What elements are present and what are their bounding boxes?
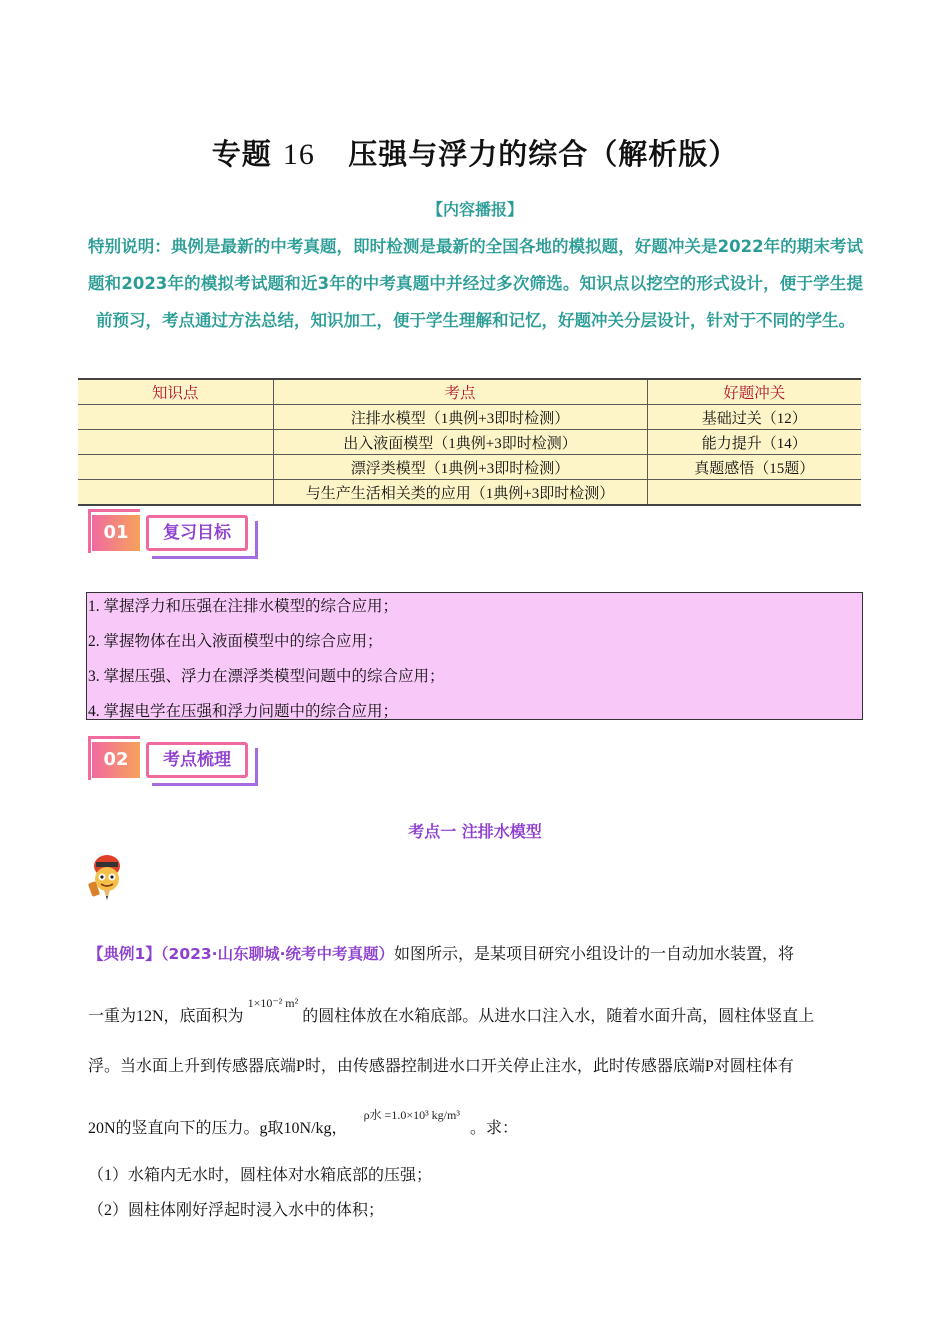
section-badge-review-goals bbox=[88, 509, 268, 565]
content-broadcast-heading: 【内容播报】 bbox=[426, 200, 523, 219]
header-practice: 好题冲关 bbox=[647, 379, 861, 405]
example-line-3: 浮。当水面上升到传感器底端P时，由传感器控制进水口开关停止注水，此时传感器底端P对圆柱体有 bbox=[88, 1058, 794, 1075]
exam-point-title: 考点一 注排水模型 bbox=[408, 822, 542, 841]
mascot-pencil-icon bbox=[86, 852, 128, 902]
section-label: 考点梳理 bbox=[146, 742, 248, 778]
formula-area: 1×10⁻² m² bbox=[247, 996, 299, 1010]
table-cell bbox=[78, 455, 273, 480]
document-title bbox=[0, 132, 950, 173]
example-text: 。求： bbox=[469, 1120, 518, 1137]
title-number: 16 bbox=[282, 138, 315, 171]
table-header-row bbox=[78, 379, 861, 405]
table-cell: 出入液面模型（1典例+3即时检测） bbox=[273, 430, 647, 455]
section-number: 01 bbox=[92, 515, 140, 551]
example-line-4 bbox=[88, 1108, 863, 1138]
example-line-1 bbox=[88, 941, 863, 964]
table-row bbox=[78, 480, 861, 506]
table-cell bbox=[78, 405, 273, 430]
table-cell bbox=[78, 430, 273, 455]
plan-table bbox=[78, 378, 861, 506]
section-label: 复习目标 bbox=[146, 515, 248, 551]
goal-item: 1. 掌握浮力和压强在注排水模型的综合应用； bbox=[88, 598, 399, 615]
table-cell: 注排水模型（1典例+3即时检测） bbox=[273, 405, 647, 430]
table-cell: 与生产生活相关类的应用（1典例+3即时检测） bbox=[273, 480, 647, 506]
table-cell: 能力提升（14） bbox=[647, 430, 861, 455]
review-goals-box bbox=[86, 592, 863, 720]
example-text: 一重为12N，底面积为 bbox=[88, 1008, 244, 1025]
example-text: 的圆柱体放在水箱底部。从进水口注入水，随着水面升高，圆柱体竖直上 bbox=[302, 1008, 815, 1025]
formula-density: ρ水 =1.0×10³ kg/m³ bbox=[363, 1108, 460, 1122]
table-cell: 基础过关（12） bbox=[647, 405, 861, 430]
section-number: 02 bbox=[92, 742, 140, 778]
table-row bbox=[78, 430, 861, 455]
table-cell bbox=[78, 480, 273, 506]
table-cell bbox=[647, 480, 861, 506]
table-cell: 真题感悟（15题） bbox=[647, 455, 861, 480]
header-knowledge: 知识点 bbox=[78, 379, 273, 405]
intro-paragraph: 特别说明：典例是最新的中考真题，即时检测是最新的全国各地的模拟题，好题冲关是2022年的期末考试题和2023年的模拟考试题和近3年的中考真题中并经过多次筛选。知识点以挖空的形式设计，便于学生提前预习，考点通过方法总结，知识加工，便于学生理解和记忆，好题冲关分层设计，针对于不同的学生。 bbox=[88, 237, 863, 330]
example-tag: 【典例1】（2023·山东聊城·统考中考真题） bbox=[88, 945, 394, 963]
table-row bbox=[78, 405, 861, 430]
example-text: 20N的竖直向下的压力。g取10N/kg， bbox=[88, 1120, 348, 1137]
goal-item: 4. 掌握电学在压强和浮力问题中的综合应用； bbox=[88, 703, 399, 720]
question-1: （1）水箱内无水时，圆柱体对水箱底部的压强； bbox=[88, 1167, 433, 1184]
goal-item: 2. 掌握物体在出入液面模型中的综合应用； bbox=[88, 633, 383, 650]
example-text: 如图所示，是某项目研究小组设计的一自动加水装置，将 bbox=[393, 946, 794, 963]
title-prefix: 专题 bbox=[211, 137, 272, 171]
header-exam-point: 考点 bbox=[273, 379, 647, 405]
question-2: （2）圆柱体刚好浮起时浸入水中的体积； bbox=[88, 1202, 385, 1219]
table-row bbox=[78, 455, 861, 480]
section-badge-exam-points bbox=[88, 736, 268, 792]
title-text: 压强与浮力的综合（解析版） bbox=[348, 137, 739, 171]
goal-item: 3. 掌握压强、浮力在漂浮类模型问题中的综合应用； bbox=[88, 668, 445, 685]
table-cell: 漂浮类模型（1典例+3即时检测） bbox=[273, 455, 647, 480]
example-line-2 bbox=[88, 996, 863, 1026]
